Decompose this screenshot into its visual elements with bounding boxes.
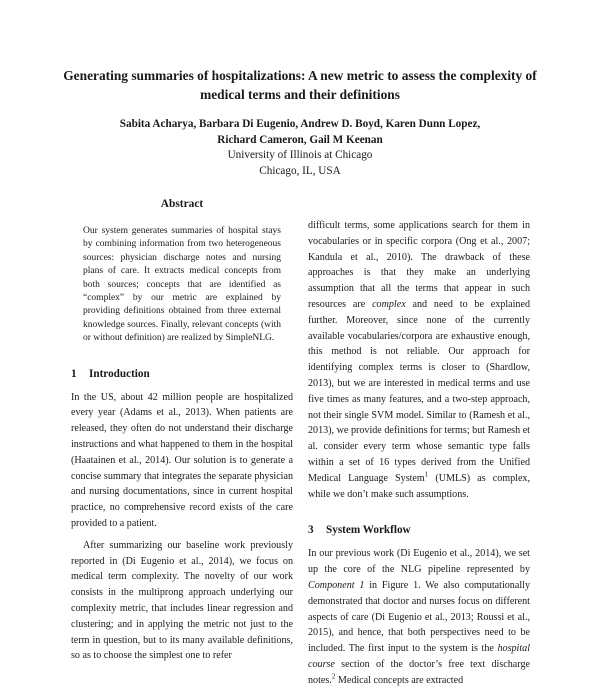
paragraph: In our previous work (Di Eugenio et al., 2014), we set up the core of the NLG pipeline represented by Component 1 in Figure 1. We also computationally demonstrated that doctor and nurses focus on different aspects of care (Di Eugenio et al., 2013; Roussi et al., 2015), and hence, that both perspectives need to be included. The first input to the system is the hospital course section of the doctor’s free text discharge notes.$^2$ Medical concepts are extracted [308, 548, 530, 686]
paragraph: In the US, about 42 million people are hospitalized every year (Adams et al., 2013). When patients are released, they often do not understand their discharge instructions and what happened to them in the hospital (Haatainen et al., 2014). Our solution is to generate a concise summary that integrates the separate physician and nursing documentations, since in current hospital practice, no comprehensive record exists of the care provided to a patient. [71, 391, 293, 530]
author-names-line-2: Richard Cameron, Gail M Keenan [217, 133, 383, 146]
paper-title: Generating summaries of hospitalizations: A new metric to assess the complexity of medical terms and their definitions [63, 68, 537, 102]
emphasis: Component 1 [308, 579, 365, 591]
footnote-marker: 2 [331, 672, 336, 681]
location: Chicago, IL, USA [259, 164, 341, 177]
section-title: Introduction [89, 367, 150, 380]
affiliation: University of Illinois at Chicago [227, 149, 373, 161]
emphasis: complex [372, 298, 406, 310]
footnote-marker: 1 [424, 470, 429, 479]
section-number: 1 [71, 367, 77, 380]
abstract-heading: Abstract [160, 198, 204, 210]
related-work-continued [308, 218, 530, 502]
emphasis: hospital course [308, 643, 530, 670]
right-column [308, 218, 530, 689]
introduction-body [71, 390, 293, 665]
left-column [71, 198, 293, 664]
paragraph: difficult terms, some applications search for them in vocabularies or in specific corpora (Ong et al., 2007; Kandula et al., 2010). The drawback of these approaches is that they make an underlying assumption that all the terms that appear in such resources are complex and need to be explained further. Moreover, since none of the currently available vocabularies/corpora are exhaustive enough, this method is not reliable. Our approach for identifying complex terms is closer to (Shardlow, 2013), but we are interested in medical terms and use five times as many features, and a two-step approach, not their single SVM model. Similar to (Ramesh et al., 2013), we provide definitions for terms; but Ramesh et al. consider every term whose semantic type falls within a set of 16 types derived from the Unified Medical Language System$^1$ (UMLS) as complex, while we don’t make such assumptions. [308, 220, 531, 500]
system-workflow-body [308, 546, 530, 688]
paragraph: After summarizing our baseline work previously reported in (Di Eugenio et al., 2014), we focus on medical term complexity. The novelty of our work consists in the multiprong approach underlying our complexity metric, that includes linear regression and clustering; and in applying the metric not just to the term in question, but to its many available definitions, so as to choose the simplest one to refer [71, 539, 293, 662]
author-names-line-1: Sabita Acharya, Barbara Di Eugenio, Andrew D. Boyd, Karen Dunn Lopez, [119, 118, 481, 130]
section-number: 3 [308, 524, 314, 537]
author-block [70, 117, 530, 179]
section-title: System Workflow [326, 524, 411, 537]
abstract-text: Our system generates summaries of hospital stays by combining information from two heterogeneous sources: physician discharge notes and nursing plans of care. It extracts medical concepts from both sources; concepts that are identified as “complex” by our metric are explained by providing definitions obtained from three external knowledge sources. Finally, relevant concepts (with or without definition) are realized by SimpleNLG. [83, 226, 281, 344]
section-heading-system-workflow [308, 524, 530, 536]
section-heading-introduction [71, 368, 293, 380]
